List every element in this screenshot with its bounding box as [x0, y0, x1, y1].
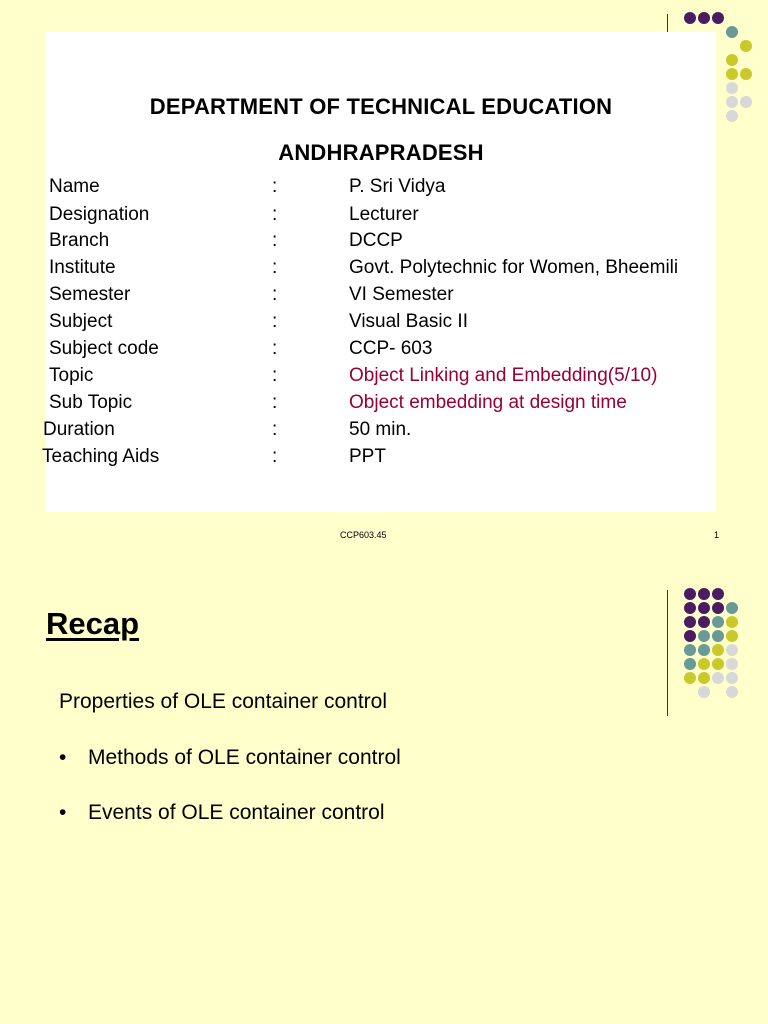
info-colon: : [272, 204, 278, 225]
info-label: Topic [49, 365, 94, 386]
info-row-sub-topic [0, 392, 768, 418]
decor-dot [712, 12, 724, 24]
info-colon: : [272, 230, 278, 251]
decor-dot [740, 96, 752, 108]
slide-page-number: 1 [714, 530, 720, 540]
info-label: Institute [49, 257, 116, 278]
info-label: Name [49, 176, 100, 197]
info-value: Visual Basic II [349, 311, 468, 332]
slide-2 [0, 560, 768, 1024]
info-label: Subject [49, 311, 113, 332]
info-row-topic [0, 365, 768, 391]
decor-dot [698, 616, 710, 628]
info-row-branch [0, 230, 768, 256]
decor-dot [726, 644, 738, 656]
bullet-marker: • [59, 746, 67, 769]
decor-dot [712, 630, 724, 642]
decor-dot [740, 40, 752, 52]
decor-dot [684, 630, 696, 642]
decor-dot [740, 68, 752, 80]
decor-dot [726, 686, 738, 698]
decor-dot [698, 588, 710, 600]
info-value: VI Semester [349, 284, 454, 305]
decor-dot [726, 616, 738, 628]
info-colon: : [272, 257, 278, 278]
decor-dot [698, 12, 710, 24]
info-row-subject-code [0, 338, 768, 364]
info-colon: : [272, 311, 278, 332]
decor-dot [712, 602, 724, 614]
info-value: CCP- 603 [349, 338, 433, 359]
info-value: DCCP [349, 230, 403, 251]
decor-dot [712, 658, 724, 670]
info-row-institute [0, 257, 768, 283]
info-value: P. Sri Vidya [349, 176, 446, 197]
decor-dot [726, 96, 738, 108]
decor-dot [726, 602, 738, 614]
info-colon: : [272, 446, 278, 467]
info-colon: : [272, 392, 278, 413]
info-label: Designation [49, 204, 150, 225]
info-label: Branch [49, 230, 110, 251]
info-colon: : [272, 419, 278, 440]
bullet-marker: • [59, 801, 67, 824]
decor-dot [726, 630, 738, 642]
decor-dot [726, 672, 738, 684]
state-title: ANDHRAPRADESH [278, 140, 484, 165]
decor-dot [698, 672, 710, 684]
decor-dot [726, 54, 738, 66]
decor-dot [698, 658, 710, 670]
info-row-subject [0, 311, 768, 337]
decor-dot [684, 658, 696, 670]
decor-dot [698, 686, 710, 698]
info-colon: : [272, 284, 278, 305]
info-value: 50 min. [349, 419, 412, 440]
decor-dot [684, 588, 696, 600]
info-label: Subject code [49, 338, 159, 359]
info-label: Sub Topic [49, 392, 133, 413]
bullet-text: Methods of OLE container control [88, 746, 401, 769]
info-label: Teaching Aids [42, 446, 160, 467]
decor-dot [684, 672, 696, 684]
info-value: Govt. Polytechnic for Women, Bheemili [349, 257, 679, 278]
decor-dot [698, 644, 710, 656]
info-row-designation [0, 204, 768, 230]
decor-vertical-line [667, 590, 668, 716]
info-row-semester [0, 284, 768, 310]
info-label: Semester [49, 284, 131, 305]
decor-dot [726, 658, 738, 670]
decor-dot [712, 672, 724, 684]
decor-dot [712, 588, 724, 600]
info-row-teaching-aids [0, 446, 768, 472]
info-colon: : [272, 176, 278, 197]
decor-dot [684, 12, 696, 24]
decor-dot [684, 602, 696, 614]
decor-dot [726, 82, 738, 94]
info-value-highlight: Object embedding at design time [349, 392, 627, 413]
decor-dot [684, 616, 696, 628]
decor-dot [712, 616, 724, 628]
info-label: Duration [43, 419, 115, 440]
decor-dot [712, 644, 724, 656]
slide-footer-code: CCP603.45 [340, 530, 387, 540]
bullet-text: Events of OLE container control [88, 801, 385, 824]
department-title: DEPARTMENT OF TECHNICAL EDUCATION [149, 94, 613, 119]
info-value-highlight: Object Linking and Embedding(5/10) [349, 365, 658, 386]
decor-dot [698, 602, 710, 614]
recap-item-properties: Properties of OLE container control [59, 690, 388, 713]
info-value: Lecturer [349, 204, 419, 225]
decor-dot [698, 630, 710, 642]
info-row-duration [0, 419, 768, 445]
decor-dot [726, 110, 738, 122]
recap-heading: Recap [46, 606, 140, 641]
decor-dot [684, 644, 696, 656]
info-value: PPT [349, 446, 386, 467]
info-colon: : [272, 365, 278, 386]
info-colon: : [272, 338, 278, 359]
decor-dot [726, 26, 738, 38]
decor-dot [726, 68, 738, 80]
info-row-name [0, 176, 768, 202]
